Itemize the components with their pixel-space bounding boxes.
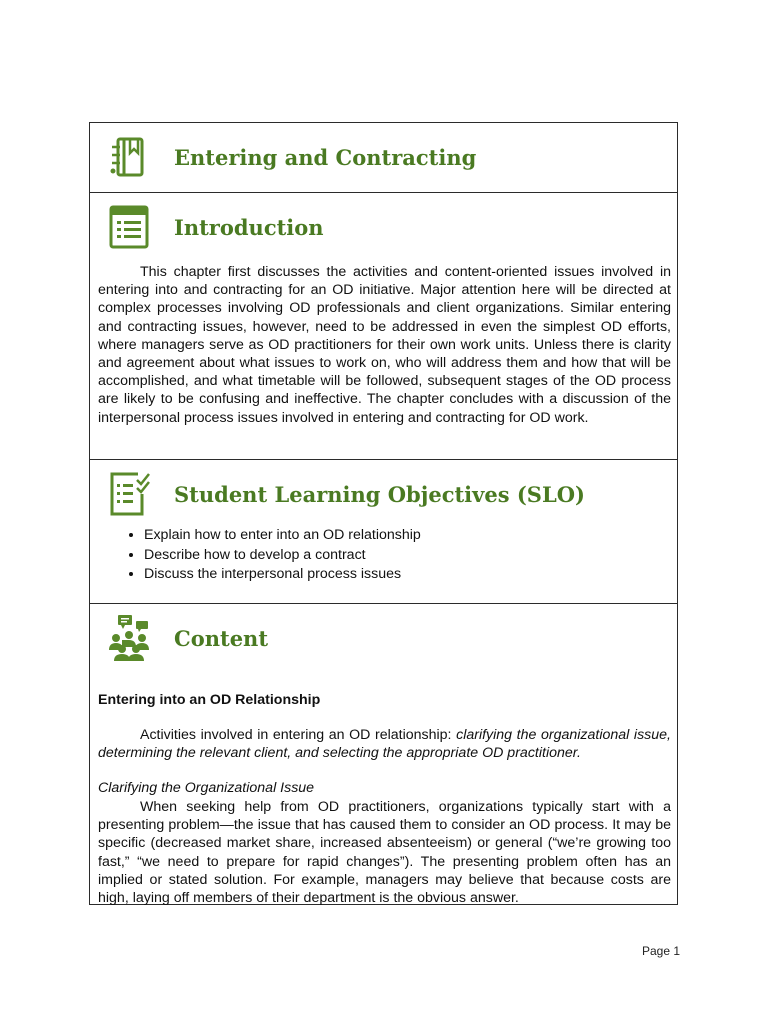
entering-heading-row	[90, 133, 677, 181]
section-divider	[90, 603, 677, 604]
slo-list	[124, 526, 421, 585]
checklist-icon	[104, 470, 154, 518]
list-item: • Describe how to develop a contract	[144, 546, 421, 566]
issue-heading: Clarifying the Organizational Issue	[98, 780, 315, 796]
document-frame	[89, 122, 678, 905]
content-subheading: Entering into an OD Relationship	[98, 692, 321, 708]
list-item: • Discuss the interpersonal process issues	[144, 565, 421, 585]
content-heading-row	[90, 614, 677, 662]
introduction-title: Introduction	[174, 215, 324, 240]
introduction-heading-row	[90, 203, 677, 251]
group-discussion-icon	[104, 614, 154, 662]
activities-paragraph	[98, 726, 671, 762]
content-title: Content	[174, 626, 269, 651]
slo-heading-row	[90, 470, 677, 518]
issue-body: When seeking help from OD practitioners, organizations typically start with a presenting problem—the issue that has caused them to consider an OD process. It may be specific (decreased market share, increased absenteeism) or general (“we’re growing too fast,” “we need to prepare for rapid changes”). The presenting problem often has an implied or stated solution. For example, managers may believe that because costs are high, laying off members of their department is the obvious answer.	[98, 799, 671, 907]
section-divider	[90, 459, 677, 460]
activities-italic: clarifying the organizational issue, determining the relevant client, and selecting the appropriate OD practitioner.	[98, 727, 671, 762]
document-list-icon	[104, 203, 154, 251]
list-item: • Explain how to enter into an OD relationship	[144, 526, 421, 546]
slo-title: Student Learning Objectives (SLO)	[174, 482, 585, 507]
activities-lead: Activities involved in entering an OD relationship:	[140, 727, 457, 743]
introduction-body: This chapter first discusses the activities and content-oriented issues involved in entering into and contracting for an OD initiative. Major attention here will be directed at complex processes involving OD professionals and client organizations. Similar entering and contracting issues, however, need to be addressed in even the simplest OD efforts, where managers serve as OD practitioners for their own work units. Unless there is clarity and agreement about what issues to work on, who will address them and how that will be accomplished, and what timetable will be followed, subsequent stages of the OD process are likely to be confusing and ineffective. The chapter concludes with a discussion of the interpersonal process issues involved in entering and contracting for OD work.	[98, 264, 671, 426]
book-bookmark-icon	[104, 133, 154, 181]
entering-title: Entering and Contracting	[174, 145, 477, 170]
page-number: Page 1	[642, 944, 681, 958]
section-divider	[90, 192, 677, 193]
